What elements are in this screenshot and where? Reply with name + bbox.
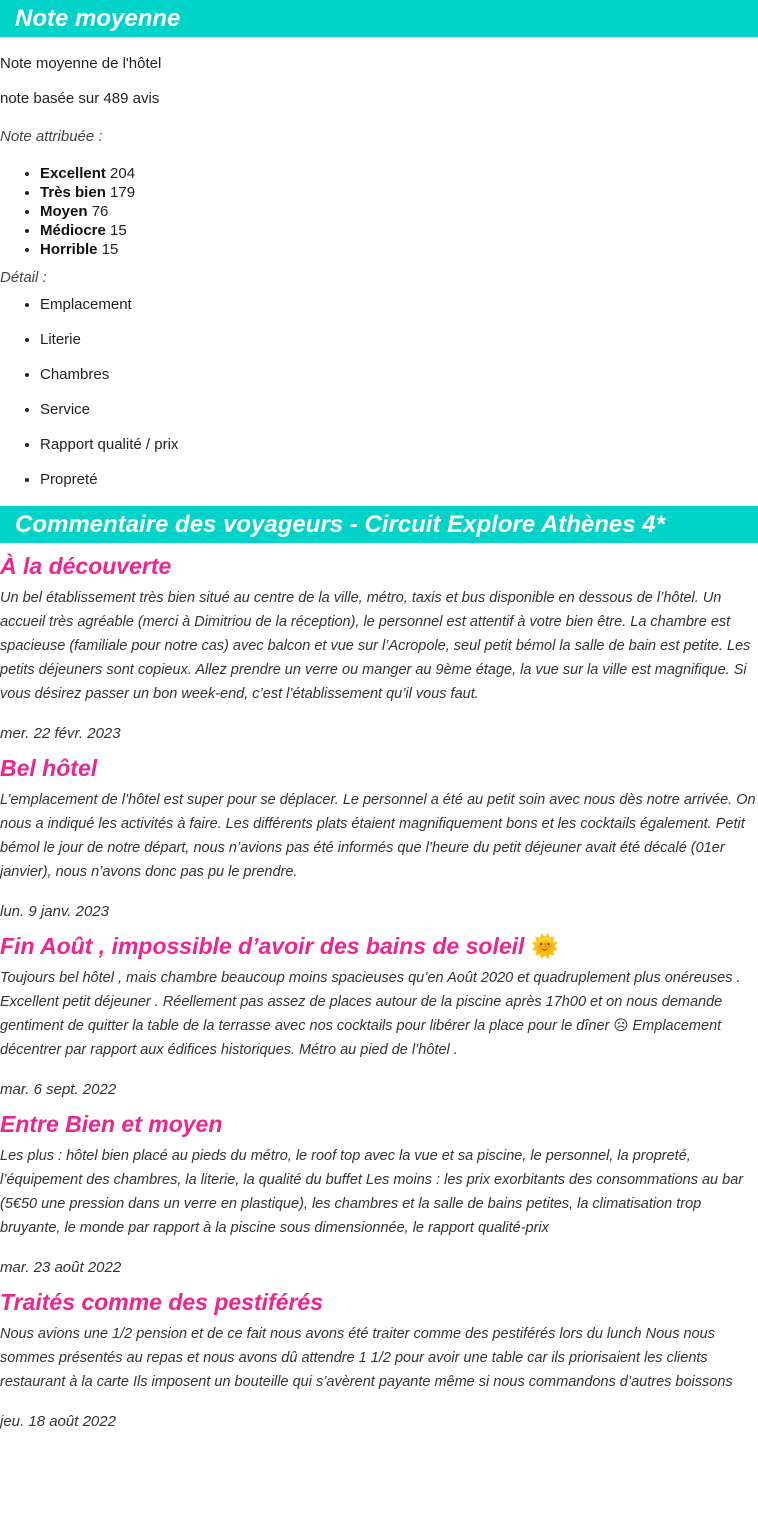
- review-date: mer. 22 févr. 2023: [0, 725, 121, 742]
- review-count: note basée sur 489 avis: [0, 90, 160, 107]
- detail-item: • Emplacement: [40, 295, 758, 315]
- rating-item-mediocre: [40, 221, 758, 240]
- rating-label: Horrible: [40, 241, 98, 258]
- rating-count: 204: [110, 165, 136, 182]
- detail-item: • Propreté: [40, 470, 758, 490]
- rating-label: Moyen: [40, 203, 88, 220]
- review-date: mar. 6 sept. 2022: [0, 1081, 117, 1098]
- rating-count: 15: [110, 222, 127, 239]
- review-card: [0, 746, 758, 924]
- comments-header: Commentaire des voyageurs - Circuit Explore Athènes 4*: [0, 506, 758, 543]
- review-body: Nous avions une 1/2 pension et de ce fait nous avons été traiter comme des pestiférés lors du lunch Nous nous sommes présentés au repas et nous avons dû attendre 1 1/2 pour avoir une table car ils priorisaient les clients restaurant à la carte Ils imposent un bouteille qui s’avèrent payante même si nous commandons d’autres boissons: [0, 1326, 733, 1390]
- detail-label: Détail :: [0, 269, 47, 286]
- rating-item-excellent: [40, 164, 758, 183]
- review-date: lun. 9 janv. 2023: [0, 903, 109, 920]
- review-body: Les plus : hôtel bien placé au pieds du métro, le roof top avec la vue et sa piscine, le personnel, la propreté, l’équipement des chambres, la literie, la qualité du buffet Les moins : les prix exorbitants des consommations au bar (5€50 une pression dans un verre en plastique), les chambres et la salle de bains petites, la climatisation trop bruyante, le monde par rapport à la piscine sous dimensionnée, le rapport qualité-prix: [0, 1148, 744, 1236]
- ratings-label: Note attribuée :: [0, 128, 103, 145]
- review-body: Toujours bel hôtel , mais chambre beaucoup moins spacieuses qu’en Août 2020 et quadruplement plus onéreuses . Excellent petit déjeuner . Réellement pas assez de places autour de la piscine après 17h00 et on nous demande gentiment de quitter la table de la terrasse avec nos cocktails pour libérer la place pour le dîner ☹ Emplacement décentrer par rapport aux édifices historiques. Métro au pied de l’hôtel .: [0, 970, 741, 1058]
- rating-count: 179: [110, 184, 136, 201]
- detail-item: • Rapport qualité / prix: [40, 435, 758, 455]
- rating-count: 76: [91, 203, 109, 220]
- review-title: À la découverte: [0, 553, 172, 579]
- review-title-row: [0, 924, 758, 961]
- review-card: [0, 924, 758, 1102]
- sun-icon: 🌞: [530, 933, 560, 959]
- rating-item-tres-bien: [40, 183, 758, 202]
- rating-label: Excellent: [40, 165, 106, 182]
- detail-item: • Service: [40, 400, 758, 420]
- review-body: Un bel établissement très bien situé au centre de la ville, métro, taxis et bus disponible en dessous de l’hôtel. Un accueil très agréable (merci à Dimitriou de la réception), le personnel est attentif à votre bien être. La chambre est spacieuse (familiale pour notre cas) avec balcon et vue sur l’Acropole, seul petit bémol la salle de bain est petite. Les petits déjeuners sont copieux. Allez prendre un verre ou manger au 9ème étage, la vue sur la ville est magnifique. Si vous désirez passer un bon week-end, c’est l’établissement qu’il vous faut.: [0, 590, 751, 702]
- rating-count: 15: [101, 241, 119, 258]
- detail-item: • Chambres: [40, 365, 758, 385]
- ratings-list: [0, 147, 758, 259]
- review-card: [0, 543, 758, 746]
- review-body: L’emplacement de l’hôtel est super pour se déplacer. Le personnel a été au petit soin avec nous dès notre arrivée. On nous a indiqué les activités à faire. Les différents plats étaient magnifiquement bons et les cocktails également. Petit bémol le jour de notre départ, nous n’avions pas été informés que l’heure du petit déjeuner avait été décalé (01er janvier), nous n’avons donc pas pu le prendre.: [0, 792, 756, 880]
- review-title: Bel hôtel: [0, 755, 98, 781]
- rating-item-horrible: [40, 240, 758, 259]
- review-title: Entre Bien et moyen: [0, 1111, 223, 1137]
- detail-item: • Literie: [40, 330, 758, 350]
- average-rating-title: Note moyenne de l'hôtel: [0, 55, 162, 72]
- rating-item-moyen: [40, 202, 758, 221]
- comments-section: [0, 506, 758, 1434]
- average-rating-header: Note moyenne: [0, 0, 758, 37]
- detail-list: [0, 288, 758, 490]
- review-title: Fin Août , impossible d’avoir des bains de soleil: [0, 933, 525, 959]
- review-title: Traités comme des pestiférés: [0, 1289, 324, 1315]
- average-rating-section: [0, 0, 758, 490]
- rating-label: Très bien: [40, 184, 106, 201]
- review-date: mar. 23 août 2022: [0, 1259, 122, 1276]
- rating-label: Médiocre: [40, 222, 106, 239]
- review-card: [0, 1102, 758, 1280]
- review-card: [0, 1280, 758, 1434]
- review-date: jeu. 18 août 2022: [0, 1413, 116, 1430]
